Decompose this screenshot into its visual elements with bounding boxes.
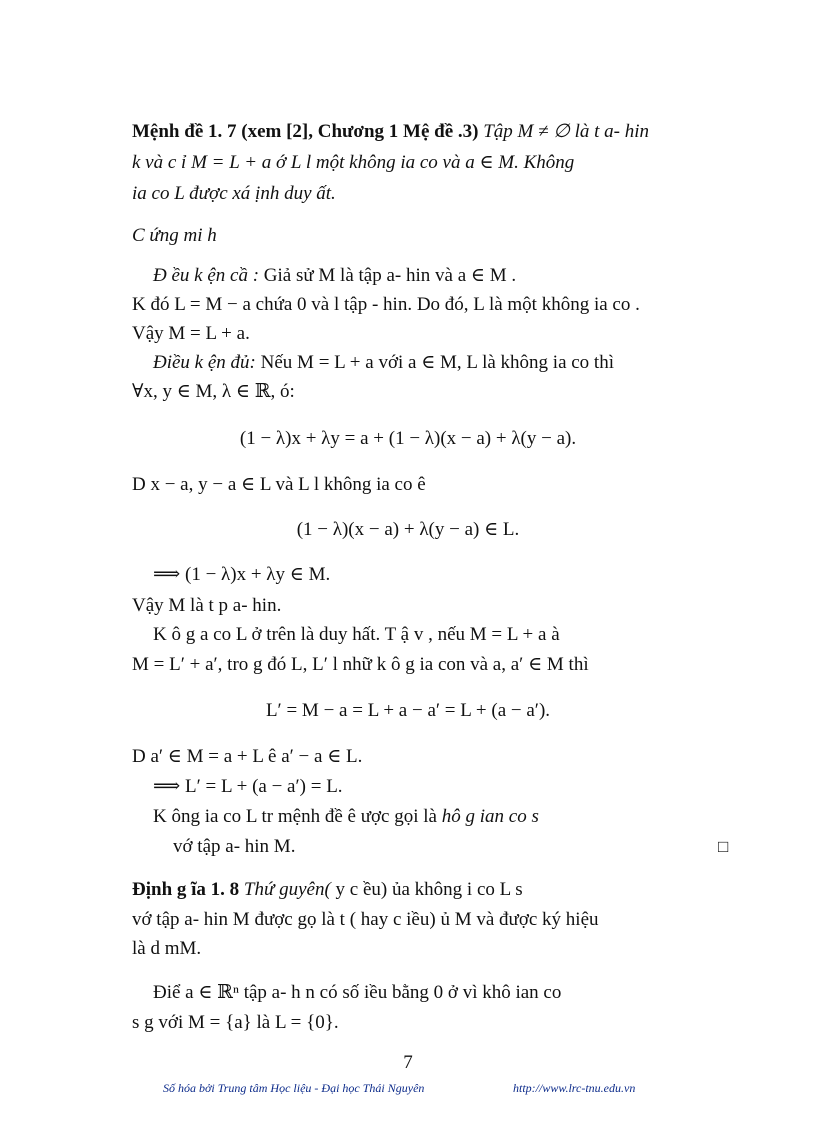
proof-line-14: vớ tập a- hin M. (173, 836, 296, 857)
proof-line-8: Vậy M là t p a- hin. (132, 595, 282, 616)
proof-line-12: ⟹ L′ = L + (a − a′) = L. (153, 776, 343, 797)
equation-2: (1 − λ)(x − a) + λ(y − a) ∈ L. (296, 519, 520, 540)
proof-line-13 (153, 805, 734, 829)
definition-line-3: là d mM. (132, 938, 202, 959)
definition-label: Định g ĩa 1. (132, 879, 225, 900)
definition-text-1: y c ều) ủa không i co L s (335, 879, 523, 900)
proof-line-3: Vậy M = L + a. (132, 323, 250, 344)
necessary-condition-label: Đ ều k ện cầ : (153, 265, 260, 286)
proposition-line-3: ia co L được xá ịnh duy ất. (132, 183, 336, 204)
proof-line-1 (153, 264, 734, 288)
qed-square-icon: □ (718, 837, 729, 856)
definition-term: Thứ guyên( (243, 879, 331, 900)
proof-heading: C ứng mi h (132, 225, 217, 246)
proposition-statement-start: Tập M ≠ ∅ là t a- hin (483, 121, 650, 142)
proposition-number: 7 (xem [2], Chương 1 Mệ đề .3) (227, 121, 479, 142)
proof-line-6: D x − a, y − a ∈ L và L l không ia co ê (132, 474, 426, 495)
footer-source: Số hóa bởi Trung tâm Học liệu - Đại học Thái Nguyên (163, 1081, 425, 1095)
proposition-line-2: k và c ỉ M = L + a ớ L l một không ia co và a ∈ M. Không (132, 152, 575, 173)
proof-line-11: D a′ ∈ M = a + L ê a′ − a ∈ L. (132, 746, 363, 767)
proof-line-10: M = L′ + a′, tro g đó L, L′ l nhữ k ô g ia con và a, a′ ∈ M thì (132, 654, 589, 675)
proof-line-4 (153, 351, 734, 375)
example-line-2: s g với M = {a} là L = {0}. (132, 1012, 339, 1033)
proof-line-5: ∀x, y ∈ M, λ ∈ ℝ, ó: (132, 381, 295, 402)
equation-3: L′ = M − a = L + a − a′ = L + (a − a′). (265, 700, 551, 721)
footer-url[interactable]: http://www.lrc-tnu.edu.vn (513, 1081, 636, 1095)
remark-term: hô g ian co s (441, 806, 539, 827)
proof-line-9: K ô g a co L ở trên là duy hất. T ậ v , nếu M = L + a à (153, 624, 560, 645)
definition-number: 8 (229, 879, 240, 900)
remark-text: K ông ia co L tr mệnh đề ê ược gọi là (153, 806, 437, 827)
sufficient-condition-text: Nếu M = L + a với a ∈ M, L là không ia co thì (260, 352, 614, 373)
equation-1: (1 − λ)x + λy = a + (1 − λ)(x − a) + λ(y − a). (239, 428, 577, 449)
definition-line-1 (132, 878, 734, 902)
definition-line-2: vớ tập a- hin M được gọ là t ( hay c iều) ủ M và được ký hiệu (132, 909, 599, 930)
page-number: 7 (403, 1052, 413, 1073)
sufficient-condition-label: Điều k ện đủ: (153, 352, 256, 373)
necessary-condition-text: Giả sử M là tập a- hin và a ∈ M . (263, 265, 517, 286)
proof-line-2: K đó L = M − a chứa 0 và l tập - hin. Do đó, L là một không ia co . (132, 294, 640, 315)
example-line-1: Điể a ∈ ℝⁿ tập a- h n có số iều bằng 0 ở vì khô ian co (153, 982, 562, 1003)
proposition-line-1 (132, 120, 734, 144)
proposition-label: Mệnh đề 1. (132, 121, 223, 142)
proof-line-7: ⟹ (1 − λ)x + λy ∈ M. (153, 564, 331, 585)
